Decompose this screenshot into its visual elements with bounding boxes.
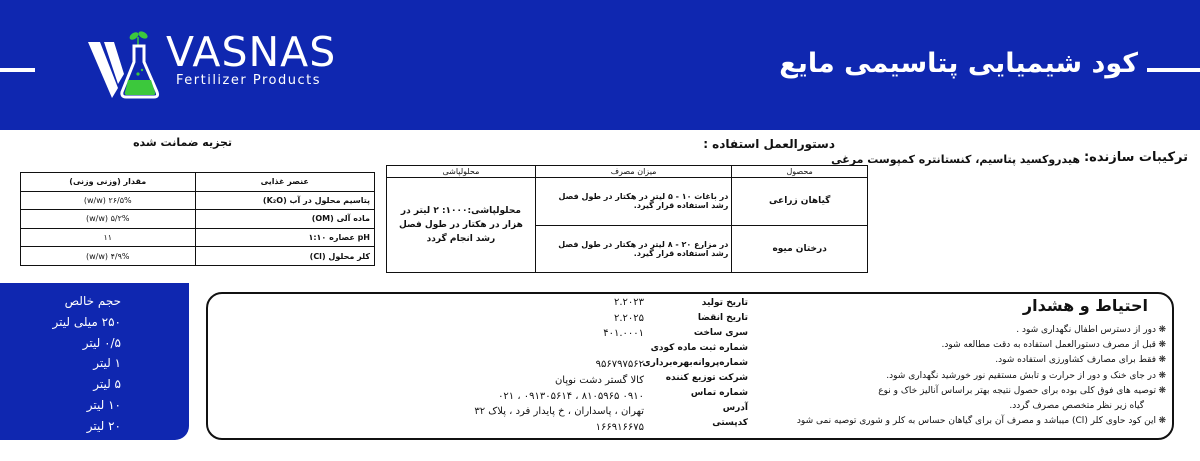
header-band — [0, 0, 1200, 130]
bullet-icon: ❋ — [1158, 325, 1166, 335]
table-row — [21, 247, 375, 266]
analysis-element: کلر محلول (Cl) — [195, 247, 374, 266]
detail-value — [474, 342, 644, 358]
list-item — [797, 384, 1166, 399]
bullet-icon: ❋ — [1158, 385, 1166, 396]
bullet-icon: ❋ — [1158, 370, 1166, 381]
analysis-header-row — [21, 173, 375, 192]
detail-label: تاریخ تولید — [701, 298, 748, 308]
analysis-value: ۵/۲% (w/w) — [21, 210, 196, 229]
warning-text: قبل از مصرف دستورالعمل استفاده به دقت مطالعه شود. — [941, 340, 1156, 351]
analysis-value: ۲۶/۵% (w/w) — [21, 191, 196, 210]
analysis-col-element: عنصر غذایی — [195, 173, 374, 192]
list-item: ۲۰ لیتر — [86, 418, 121, 433]
table-row — [21, 210, 375, 229]
warning-text: گیاه زیر نظر متخصص مصرف گردد. — [1009, 401, 1144, 412]
detail-label: کدپستی — [712, 418, 748, 428]
detail-value: ۲.۲۰۲۵ — [613, 312, 644, 324]
usage-crop: درختان میوه — [732, 225, 868, 273]
list-item: ۱۰ لیتر — [86, 397, 121, 412]
usage-dose: در مزارع ۲۰ - ۸ لیتر در هکتار در طول فصل رشد استفاده قرار گیرد. — [535, 225, 731, 273]
bullet-icon: ❋ — [1158, 355, 1166, 366]
detail-value: تهران ، پاسداران ، خ پایدار فرد ، پلاک ۳۲ — [474, 406, 644, 418]
detail-label: شماره تماس — [690, 388, 748, 398]
detail-value: ۱۶۶۹۱۶۶۷۵ — [595, 421, 644, 433]
table-row — [21, 228, 375, 247]
table-row — [21, 191, 375, 210]
list-item: ۵ لیتر — [93, 377, 121, 392]
detail-label: شماره ثبت ماده کودی — [650, 343, 748, 353]
table-row — [387, 178, 868, 226]
warnings-list — [797, 323, 1166, 429]
detail-label: آدرس — [722, 403, 748, 413]
detail-label: تاریخ انقضا — [697, 313, 748, 323]
detail-value: کالا گستر دشت نوپان — [554, 374, 644, 386]
list-item — [797, 338, 1166, 353]
detail-value: ۴۰۱.۰۰۰۱ — [603, 328, 644, 340]
list-item: ۱ لیتر — [93, 356, 121, 371]
product-title: کود شیمیایی پتاسیمی مایع — [779, 48, 1138, 79]
header-rule-left — [0, 68, 35, 72]
warning-text: این کود حاوی کلر (Cl) میباشد و مصرف آن برای گیاهان حساس به کلر و شوری توصیه نمی شود — [796, 416, 1156, 427]
warning-text: توصیه های فوق کلی بوده برای حصول نتیجه بهتر براساس آنالیز خاک و نوع — [878, 385, 1156, 396]
warnings-title: احتیاط و هشدار — [1022, 296, 1148, 315]
brand-tagline: Fertilizer Products — [176, 73, 321, 88]
list-item — [797, 399, 1166, 414]
details-values — [474, 295, 644, 435]
composition-label: ترکیبات سازنده: — [1083, 150, 1188, 165]
analysis-col-value: مقدار (وزنی وزنی) — [21, 173, 196, 192]
list-item — [797, 353, 1166, 368]
list-item — [797, 323, 1166, 338]
analysis-value: ۱۱ — [21, 228, 196, 247]
analysis-table — [20, 172, 375, 266]
analysis-element: pH عصاره ۱:۱۰ — [195, 228, 374, 247]
usage-col-foliar: محلولپاشی — [387, 166, 536, 178]
usage-dose: در باغات ۱۰ - ۵ لیتر در هکتار در طول فصل رشد استفاده قرار گیرد. — [535, 178, 731, 226]
list-item: ۲۵۰ میلی لیتر — [52, 314, 121, 329]
usage-table — [386, 165, 868, 273]
detail-label: سری ساخت — [693, 328, 748, 338]
list-item — [797, 369, 1166, 384]
detail-label: شماره‌پروانه‌بهره‌برداری — [642, 358, 748, 368]
warning-text: دور از دسترس اطفال نگهداری شود . — [1016, 325, 1156, 335]
usage-col-dose: میزان مصرف — [535, 166, 731, 178]
usage-foliar: محلولپاشی:۱۰۰۰: ۲ لیتر در هزار در هکتار در طول فصل رشد انجام گردد — [387, 178, 536, 273]
header-rule-right — [1147, 68, 1200, 72]
logo-flask-icon — [84, 28, 164, 100]
brand-name: VASNAS — [166, 28, 337, 76]
composition-value: هیدروکسید پتاسیم، کنستانتره کمپوست مرغی — [831, 153, 1080, 166]
detail-label: شرکت توزیع کننده — [665, 373, 748, 383]
volume-panel — [0, 283, 189, 440]
details-labels — [642, 296, 748, 431]
usage-title: دستورالعمل استفاده : — [703, 137, 835, 151]
analysis-element: پتاسیم محلول در آب (K₂O) — [195, 191, 374, 210]
volume-list — [52, 291, 121, 437]
analysis-title: تجزیه ضمانت شده — [133, 136, 232, 149]
analysis-value: ۴/۹% (w/w) — [21, 247, 196, 266]
volume-title: حجم خالص — [64, 294, 121, 308]
detail-value: ۲.۲۰۲۳ — [613, 297, 644, 308]
warning-text: در جای خنک و دور از حرارت و تابش مستقیم نور خورشید نگهداری شود. — [886, 370, 1156, 381]
bullet-icon: ❋ — [1158, 416, 1166, 427]
detail-value: ۹۵۶۷۹۷۵۶۲ — [595, 359, 644, 371]
usage-crop: گیاهان زراعی — [732, 178, 868, 226]
detail-value: ۰۹۱۰ ۸۱۰۵۹۶۵ ، ۰۹۱۳۰۵۶۱۴ ، ۰۲۱ — [498, 390, 644, 402]
bullet-icon: ❋ — [1158, 340, 1166, 351]
brand-logo — [84, 28, 344, 100]
usage-col-crop: محصول — [732, 166, 868, 178]
list-item — [797, 414, 1166, 429]
warning-text: فقط برای مصارف کشاورزی استفاده شود. — [995, 355, 1156, 366]
list-item: ۰/۵ لیتر — [82, 335, 121, 350]
analysis-element: ماده آلی (OM) — [195, 210, 374, 229]
usage-header-row — [387, 166, 868, 178]
